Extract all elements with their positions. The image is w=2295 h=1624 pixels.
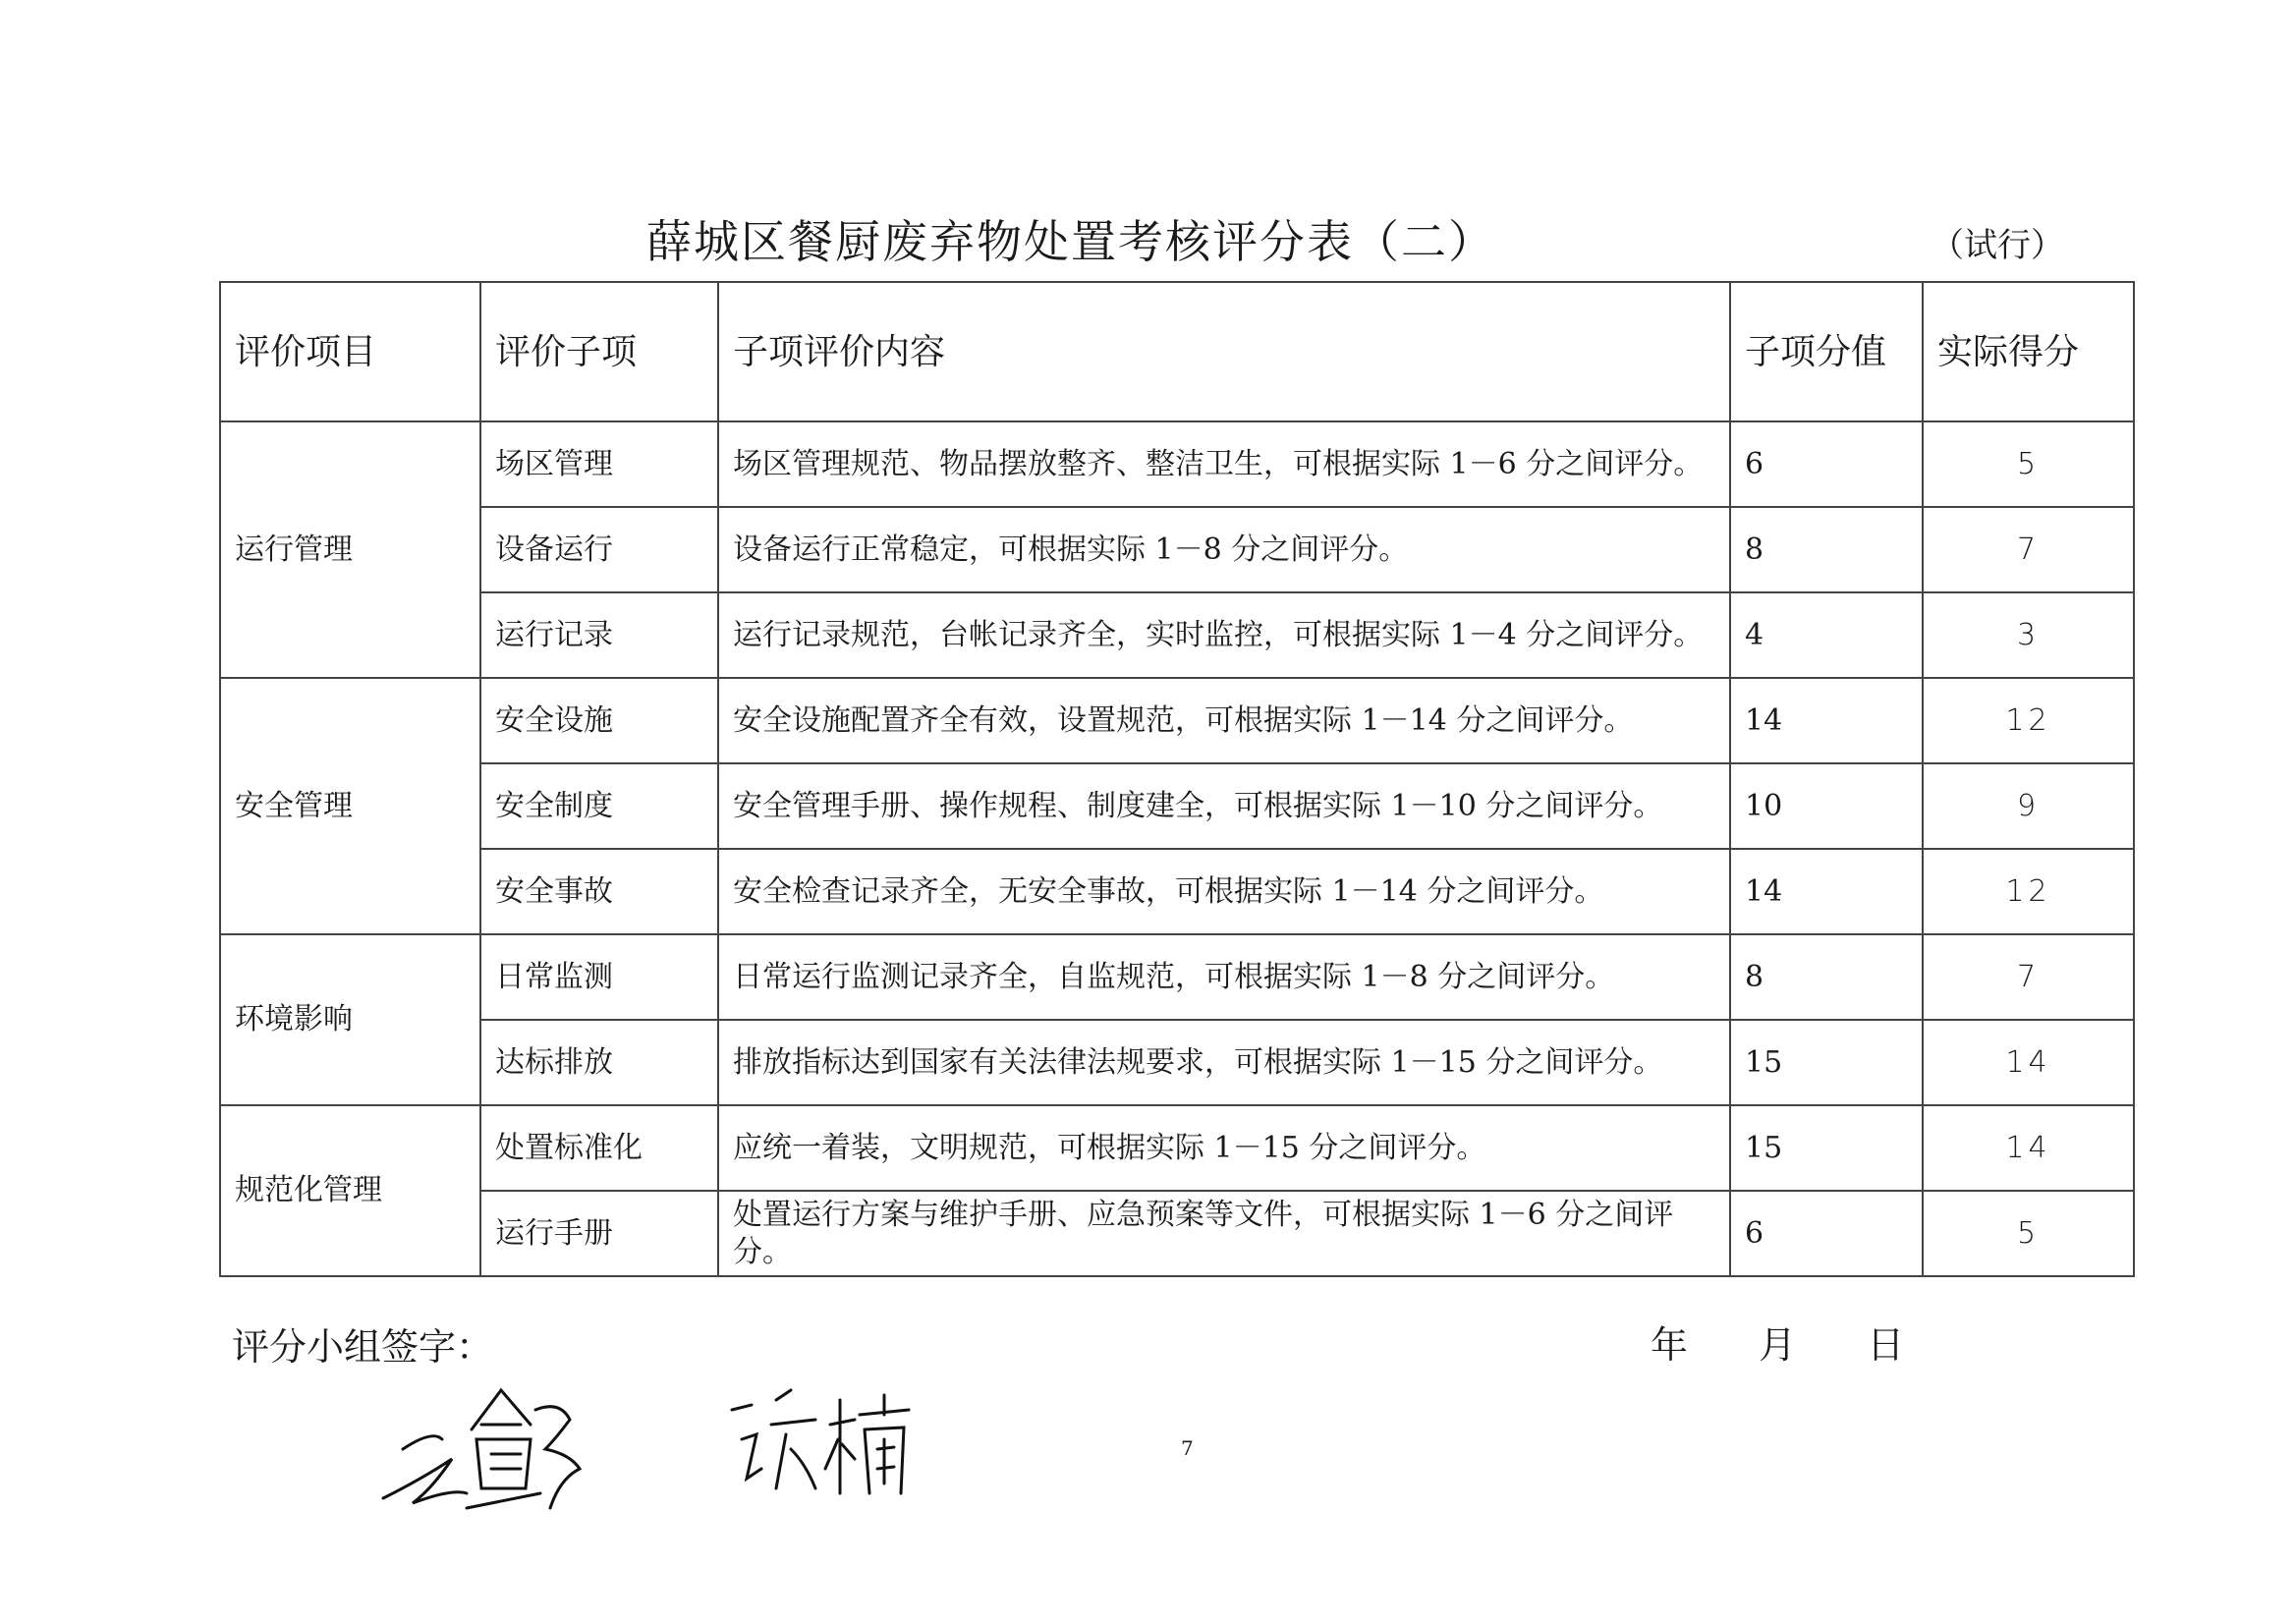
actual-score-cell: 14 [1923,1020,2134,1105]
header-subitem: 评价子项 [480,282,718,421]
table-row [220,849,2134,934]
content-cell: 安全检查记录齐全，无安全事故，可根据实际 1－14 分之间评分。 [718,849,1730,934]
subitem-cell: 处置标准化 [480,1105,718,1191]
table-row [220,934,2134,1020]
subitem-cell: 安全设施 [480,678,718,763]
table-row [220,1105,2134,1191]
day-label: 日 [1867,1323,1905,1367]
actual-score-cell: 5 [1923,421,2134,507]
handwritten-signature-1 [373,1371,619,1528]
content-cell: 排放指标达到国家有关法律法规要求，可根据实际 1－15 分之间评分。 [718,1020,1730,1105]
content-cell: 运行记录规范，台帐记录齐全，实时监控，可根据实际 1－4 分之间评分。 [718,592,1730,678]
header-category: 评价项目 [220,282,480,421]
max-score-cell: 15 [1730,1105,1923,1191]
table-row [220,1191,2134,1276]
max-score-cell: 8 [1730,507,1923,592]
actual-score-cell: 12 [1923,678,2134,763]
max-score-cell: 14 [1730,849,1923,934]
table-header-row [220,282,2134,421]
content-cell: 日常运行监测记录齐全，自监规范，可根据实际 1－8 分之间评分。 [718,934,1730,1020]
category-cell: 运行管理 [220,421,480,678]
signature-label: 评分小组签字： [232,1325,494,1369]
date-line [1651,1315,1963,1369]
content-cell: 应统一着装，文明规范，可根据实际 1－15 分之间评分。 [718,1105,1730,1191]
content-cell: 安全管理手册、操作规程、制度建全，可根据实际 1－10 分之间评分。 [718,763,1730,849]
category-cell: 安全管理 [220,678,480,934]
max-score-cell: 10 [1730,763,1923,849]
page-number: 7 [1181,1436,1194,1460]
category-cell: 环境影响 [220,934,480,1105]
content-cell: 处置运行方案与维护手册、应急预案等文件，可根据实际 1－6 分之间评分。 [718,1191,1730,1276]
subitem-cell: 安全事故 [480,849,718,934]
actual-score-cell: 5 [1923,1191,2134,1276]
page-title: 薛城区餐厨废弃物处置考核评分表（二） [646,215,1495,268]
actual-score-cell: 7 [1923,934,2134,1020]
subitem-cell: 设备运行 [480,507,718,592]
subitem-cell: 场区管理 [480,421,718,507]
actual-score-cell: 9 [1923,763,2134,849]
subitem-cell: 运行记录 [480,592,718,678]
content-cell: 设备运行正常稳定，可根据实际 1－8 分之间评分。 [718,507,1730,592]
max-score-cell: 14 [1730,678,1923,763]
actual-score-cell: 7 [1923,507,2134,592]
table-row [220,763,2134,849]
handwritten-signature-2 [722,1371,919,1528]
table-row [220,1020,2134,1105]
table-row [220,507,2134,592]
table-row [220,421,2134,507]
actual-score-cell: 12 [1923,849,2134,934]
year-label: 年 [1651,1323,1689,1367]
content-cell: 场区管理规范、物品摆放整齐、整洁卫生，可根据实际 1－6 分之间评分。 [718,421,1730,507]
header-actual-score: 实际得分 [1923,282,2134,421]
subitem-cell: 达标排放 [480,1020,718,1105]
category-cell: 规范化管理 [220,1105,480,1276]
max-score-cell: 6 [1730,421,1923,507]
trial-label: （试行） [1931,226,2064,265]
subitem-cell: 运行手册 [480,1191,718,1276]
header-content: 子项评价内容 [718,282,1730,421]
max-score-cell: 4 [1730,592,1923,678]
content-cell: 安全设施配置齐全有效，设置规范，可根据实际 1－14 分之间评分。 [718,678,1730,763]
max-score-cell: 6 [1730,1191,1923,1276]
table-row [220,678,2134,763]
table-row [220,592,2134,678]
max-score-cell: 15 [1730,1020,1923,1105]
score-table [219,281,2135,1277]
subitem-cell: 安全制度 [480,763,718,849]
actual-score-cell: 14 [1923,1105,2134,1191]
header-max-score: 子项分值 [1730,282,1923,421]
month-label: 月 [1759,1323,1797,1367]
actual-score-cell: 3 [1923,592,2134,678]
subitem-cell: 日常监测 [480,934,718,1020]
max-score-cell: 8 [1730,934,1923,1020]
